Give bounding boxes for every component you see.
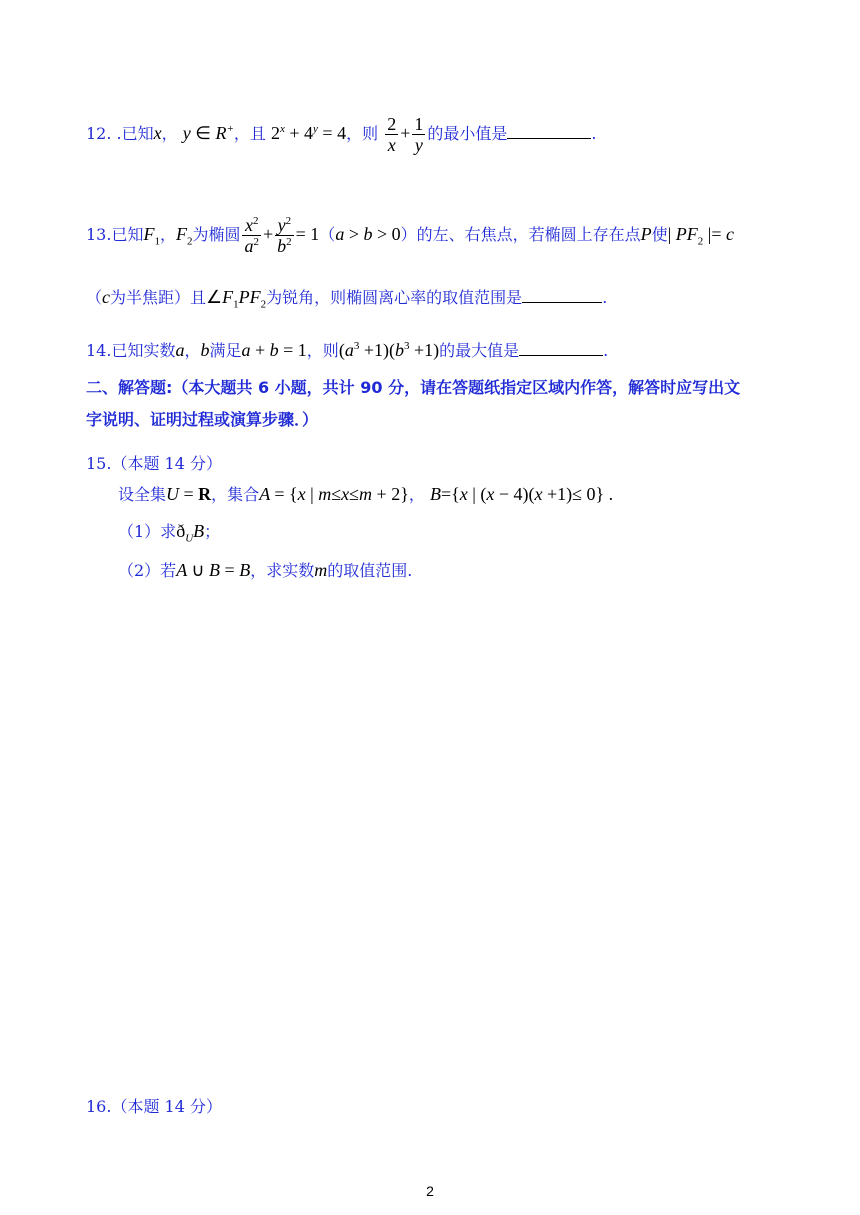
answer-blank-12[interactable] (507, 124, 591, 139)
q12-comma: ， (161, 124, 178, 143)
math-f1: $F_1$ (143, 224, 160, 248)
q16-header: 16.（本题 14 分） (86, 1097, 222, 1116)
question-12: 12. .已知x， y ∈ R+，且 $2^x + 4^y = 4$，则 $\frac{2}{x}$ + $\frac{1}{y}$ 的最小值是 . (86, 114, 597, 155)
q15-part2-label: （2）若 (118, 561, 177, 580)
section-2-line-2: 字说明、证明过程或演算步骤．） (86, 410, 319, 429)
q12-then: ，则 (346, 124, 379, 143)
math-union-eq: A ∪ B = B (176, 560, 251, 580)
q15-header: 15.（本题 14 分） (86, 454, 222, 473)
q14-then: ，则 (306, 341, 339, 360)
q15-set-label: ，集合 (211, 485, 260, 504)
math-exp-eq: $2^x + 4^y = 4$ (270, 123, 347, 143)
math-a-gt-b-gt-0: a > b > 0 (335, 224, 401, 244)
math-a: a (175, 340, 185, 360)
q12-number: 12. (86, 124, 112, 143)
q13-paren-open: （ (319, 225, 336, 244)
q13-number: 13.已知 (86, 225, 144, 244)
q13-line2-open: （ (86, 288, 103, 307)
question-13-line-2 (86, 287, 608, 311)
q14-end: . (603, 341, 609, 360)
math-angle-f1pf2: $\angle F_1PF_2$ (206, 287, 267, 311)
q13-text-2: 的左、右焦点，若椭圆上存在点 (416, 225, 641, 244)
math-x: x (153, 123, 162, 143)
answer-blank-13[interactable] (522, 288, 602, 303)
q15-part2-mid: ，求实数 (250, 561, 315, 580)
question-14 (86, 340, 608, 361)
math-product-expr: $(a^3 +1)(b^3 +1)$ (338, 340, 440, 360)
math-complement-b: $ð_UB$ (176, 521, 205, 545)
section-2-heading (86, 378, 740, 398)
q13-paren-close: ） (400, 225, 417, 244)
q12-pre: .已知 (116, 124, 154, 143)
math-m: m (314, 560, 328, 580)
question-16-header (86, 1097, 222, 1117)
math-y-in-r: y ∈ R+ (182, 123, 234, 143)
q13-comma: ， (159, 225, 176, 244)
section-2-line-1: 二、解答题:（本大题共 6 小题，共计 90 分，请在答题纸指定区域内作答，解答时应写出文 (86, 378, 741, 397)
q15-part2-end: 的取值范围. (327, 561, 413, 580)
q14-condition: 满足 (209, 341, 242, 360)
q15-comma: ， (408, 485, 425, 504)
math-set-b: B={x | (x − 4)(x +1)≤ 0} . (429, 484, 614, 504)
math-a-plus-b-eq-1: a + b = 1 (241, 340, 307, 360)
question-13: 13.已知$F_1$，$F_2$为椭圆 $\frac{x^2}{a^2}$ + $\frac{y^2}{b^2}$ = 1（a > b > 0）的左、右焦点，若椭圆上存在点P使| $PF_2$ |= c (86, 215, 735, 256)
q13-end: . (602, 288, 608, 307)
question-15-part-1 (118, 521, 221, 545)
frac-2-over-x: $\frac{2}{x}$ (387, 114, 397, 155)
page-number: 2 (426, 1183, 434, 1199)
q13-ellipse-label: 为椭圆 (192, 225, 241, 244)
question-15-part-2 (118, 560, 412, 581)
q12-post: 的最小值是 (427, 124, 508, 143)
math-f2: $F_2$ (175, 224, 193, 248)
math-u-eq-r: U = R (166, 484, 212, 504)
frac-x2-a2: $\frac{x^2}{a^2}$ (244, 215, 259, 256)
q15-part1-label: （1）求 (118, 522, 177, 541)
math-abs-pf2-eq-c: | $PF_2$ |= c (667, 224, 735, 248)
section-2-heading-cont (86, 410, 318, 430)
answer-blank-14[interactable] (519, 341, 603, 356)
math-set-a: A = {x | m≤x≤m + 2} (259, 484, 409, 504)
q13-text-3: 使 (651, 225, 668, 244)
math-p: P (640, 224, 652, 244)
question-15-body (118, 484, 613, 505)
q14-ask: 的最大值是 (439, 341, 520, 360)
math-c: c (102, 287, 111, 307)
question-15-header (86, 454, 222, 474)
math-b: b (200, 340, 210, 360)
q15-part1-end: ； (204, 522, 221, 541)
q13-line2-ask: 为锐角，则椭圆离心率的取值范围是 (266, 288, 523, 307)
q14-comma: ， (184, 341, 201, 360)
q12-mid: ，且 (233, 124, 266, 143)
frac-1-over-y: $\frac{1}{y}$ (414, 114, 424, 155)
q14-number: 14.已知实数 (86, 341, 176, 360)
q13-line2-text: 为半焦距）且 (110, 288, 207, 307)
q15-universal-label: 设全集 (118, 485, 167, 504)
frac-y2-b2: $\frac{y^2}{b^2}$ (277, 215, 292, 256)
q12-end: . (591, 124, 597, 143)
